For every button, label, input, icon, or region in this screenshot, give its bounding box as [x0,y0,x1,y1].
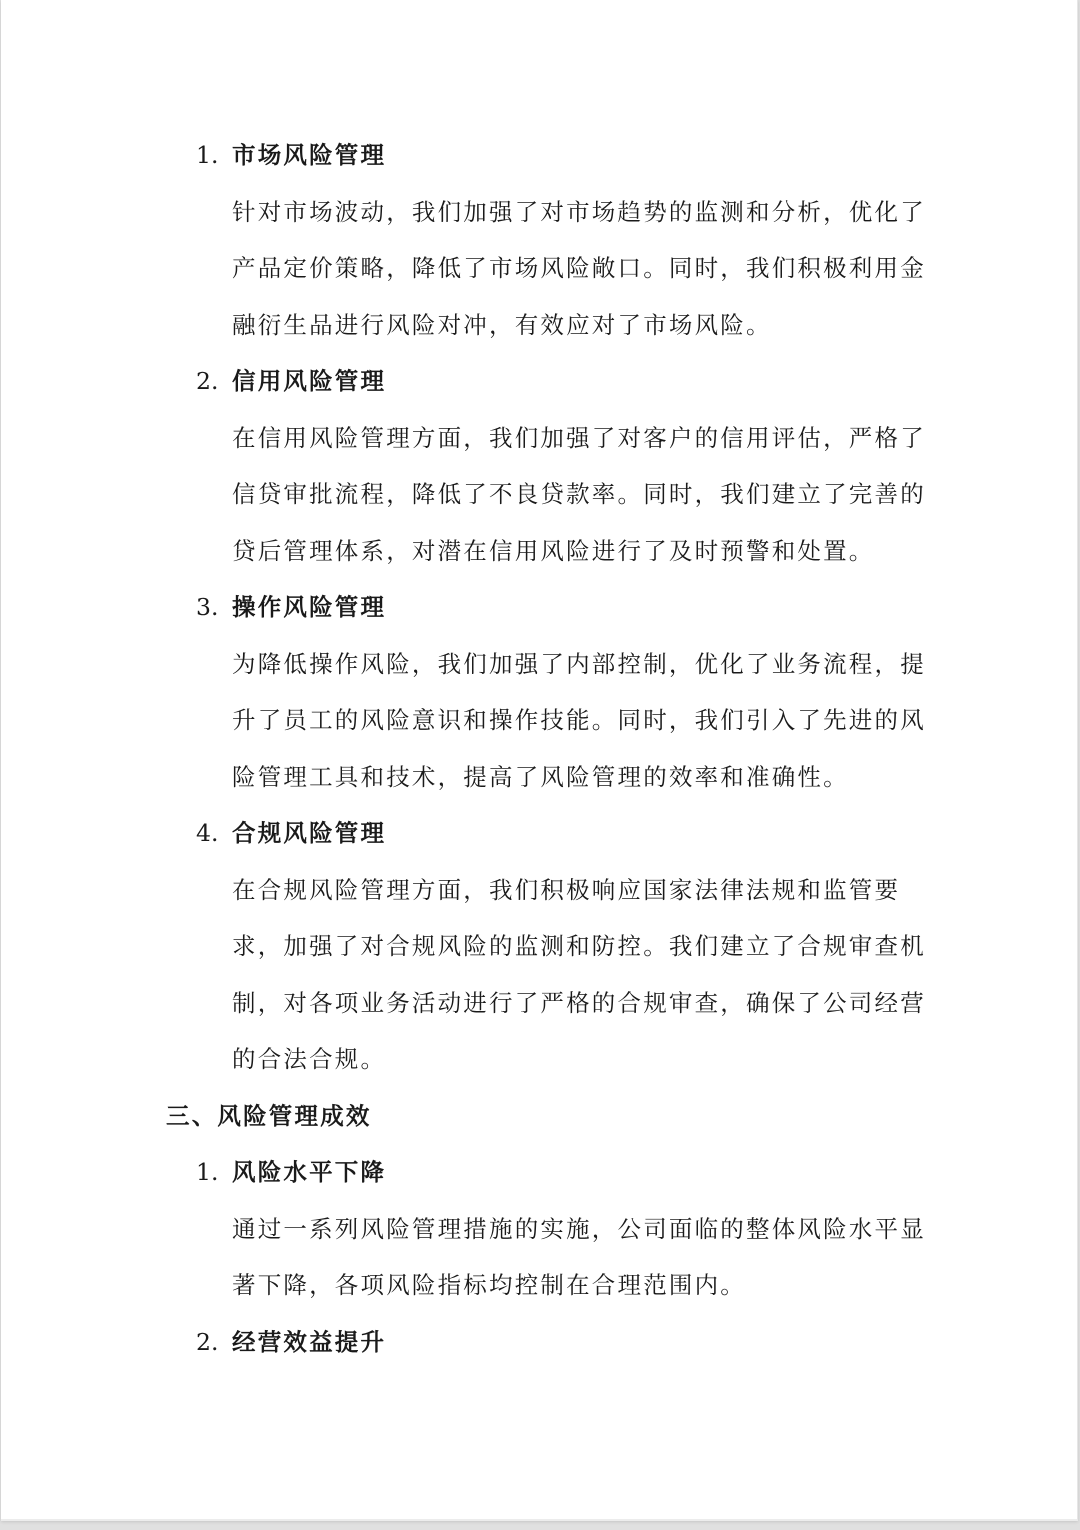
paragraph-text: 升了员工的风险意识和操作技能。同时，我们引入了先进的风 [232,706,926,734]
paragraph-text: 在合规风险管理方面，我们积极响应国家法律法规和监管要 [232,875,901,904]
paragraph-line [1,523,1077,580]
list-item-heading [1,1144,1077,1201]
section-heading [1,1088,1077,1145]
paragraph-text: 为降低操作风险，我们加强了内部控制，优化了业务流程，提 [232,649,926,678]
paragraph-line [1,749,1077,806]
list-item-title: 操作风险管理 [232,593,387,621]
paragraph-text: 融衍生品进行风险对冲，有效应对了市场风险。 [232,310,772,339]
document-page [1,0,1078,1521]
paragraph-text: 贷后管理体系，对潜在信用风险进行了及时预警和处置。 [232,536,875,565]
paragraph-line [1,297,1077,354]
section-title: 三、风险管理成效 [166,1101,372,1130]
list-number: 1. [196,1158,219,1186]
paragraph-text: 的合法合规。 [232,1045,387,1073]
list-item-title: 市场风险管理 [232,141,387,169]
paragraph-text: 制，对各项业务活动进行了严格的合规审查，确保了公司经营 [232,988,926,1017]
paragraph-line [1,1031,1077,1088]
list-number: 1. [196,141,219,169]
paragraph-line [1,692,1077,749]
paragraph-line [1,240,1077,297]
paragraph-text: 著下降，各项风险指标均控制在合理范围内。 [232,1271,746,1299]
list-item-title: 信用风险管理 [232,367,387,395]
paragraph-text: 险管理工具和技术，提高了风险管理的效率和准确性。 [232,762,849,791]
paragraph-text: 产品定价策略，降低了市场风险敞口。同时，我们积极利用金 [232,254,926,282]
list-item-heading [1,127,1077,184]
paragraph-text: 信贷审批流程，降低了不良贷款率。同时，我们建立了完善的 [232,480,926,508]
paragraph-line [1,1257,1077,1314]
paragraph-text: 通过一系列风险管理措施的实施，公司面临的整体风险水平显 [232,1214,926,1243]
paragraph-text: 在信用风险管理方面，我们加强了对客户的信用评估，严格了 [232,423,926,452]
list-number: 2. [196,1327,219,1356]
paragraph-line [1,184,1077,241]
list-number: 3. [196,593,219,621]
list-item-title: 合规风险管理 [232,819,387,847]
list-number: 4. [196,819,219,847]
paragraph-line [1,636,1077,693]
list-item-title: 风险水平下降 [232,1158,387,1186]
list-number: 2. [196,367,219,395]
list-item-heading [1,353,1077,410]
list-item-heading [1,579,1077,636]
paragraph-text: 针对市场波动，我们加强了对市场趋势的监测和分析，优化了 [232,197,926,226]
paragraph-line [1,410,1077,467]
list-item-heading [1,1314,1077,1371]
paragraph-text: 求，加强了对合规风险的监测和防控。我们建立了合规审查机 [232,932,926,960]
paragraph-line [1,918,1077,975]
paragraph-line [1,862,1077,919]
paragraph-line [1,975,1077,1032]
paragraph-line [1,466,1077,523]
document-content [1,127,1077,1370]
list-item-heading [1,805,1077,862]
paragraph-line [1,1201,1077,1258]
list-item-title: 经营效益提升 [232,1327,387,1356]
